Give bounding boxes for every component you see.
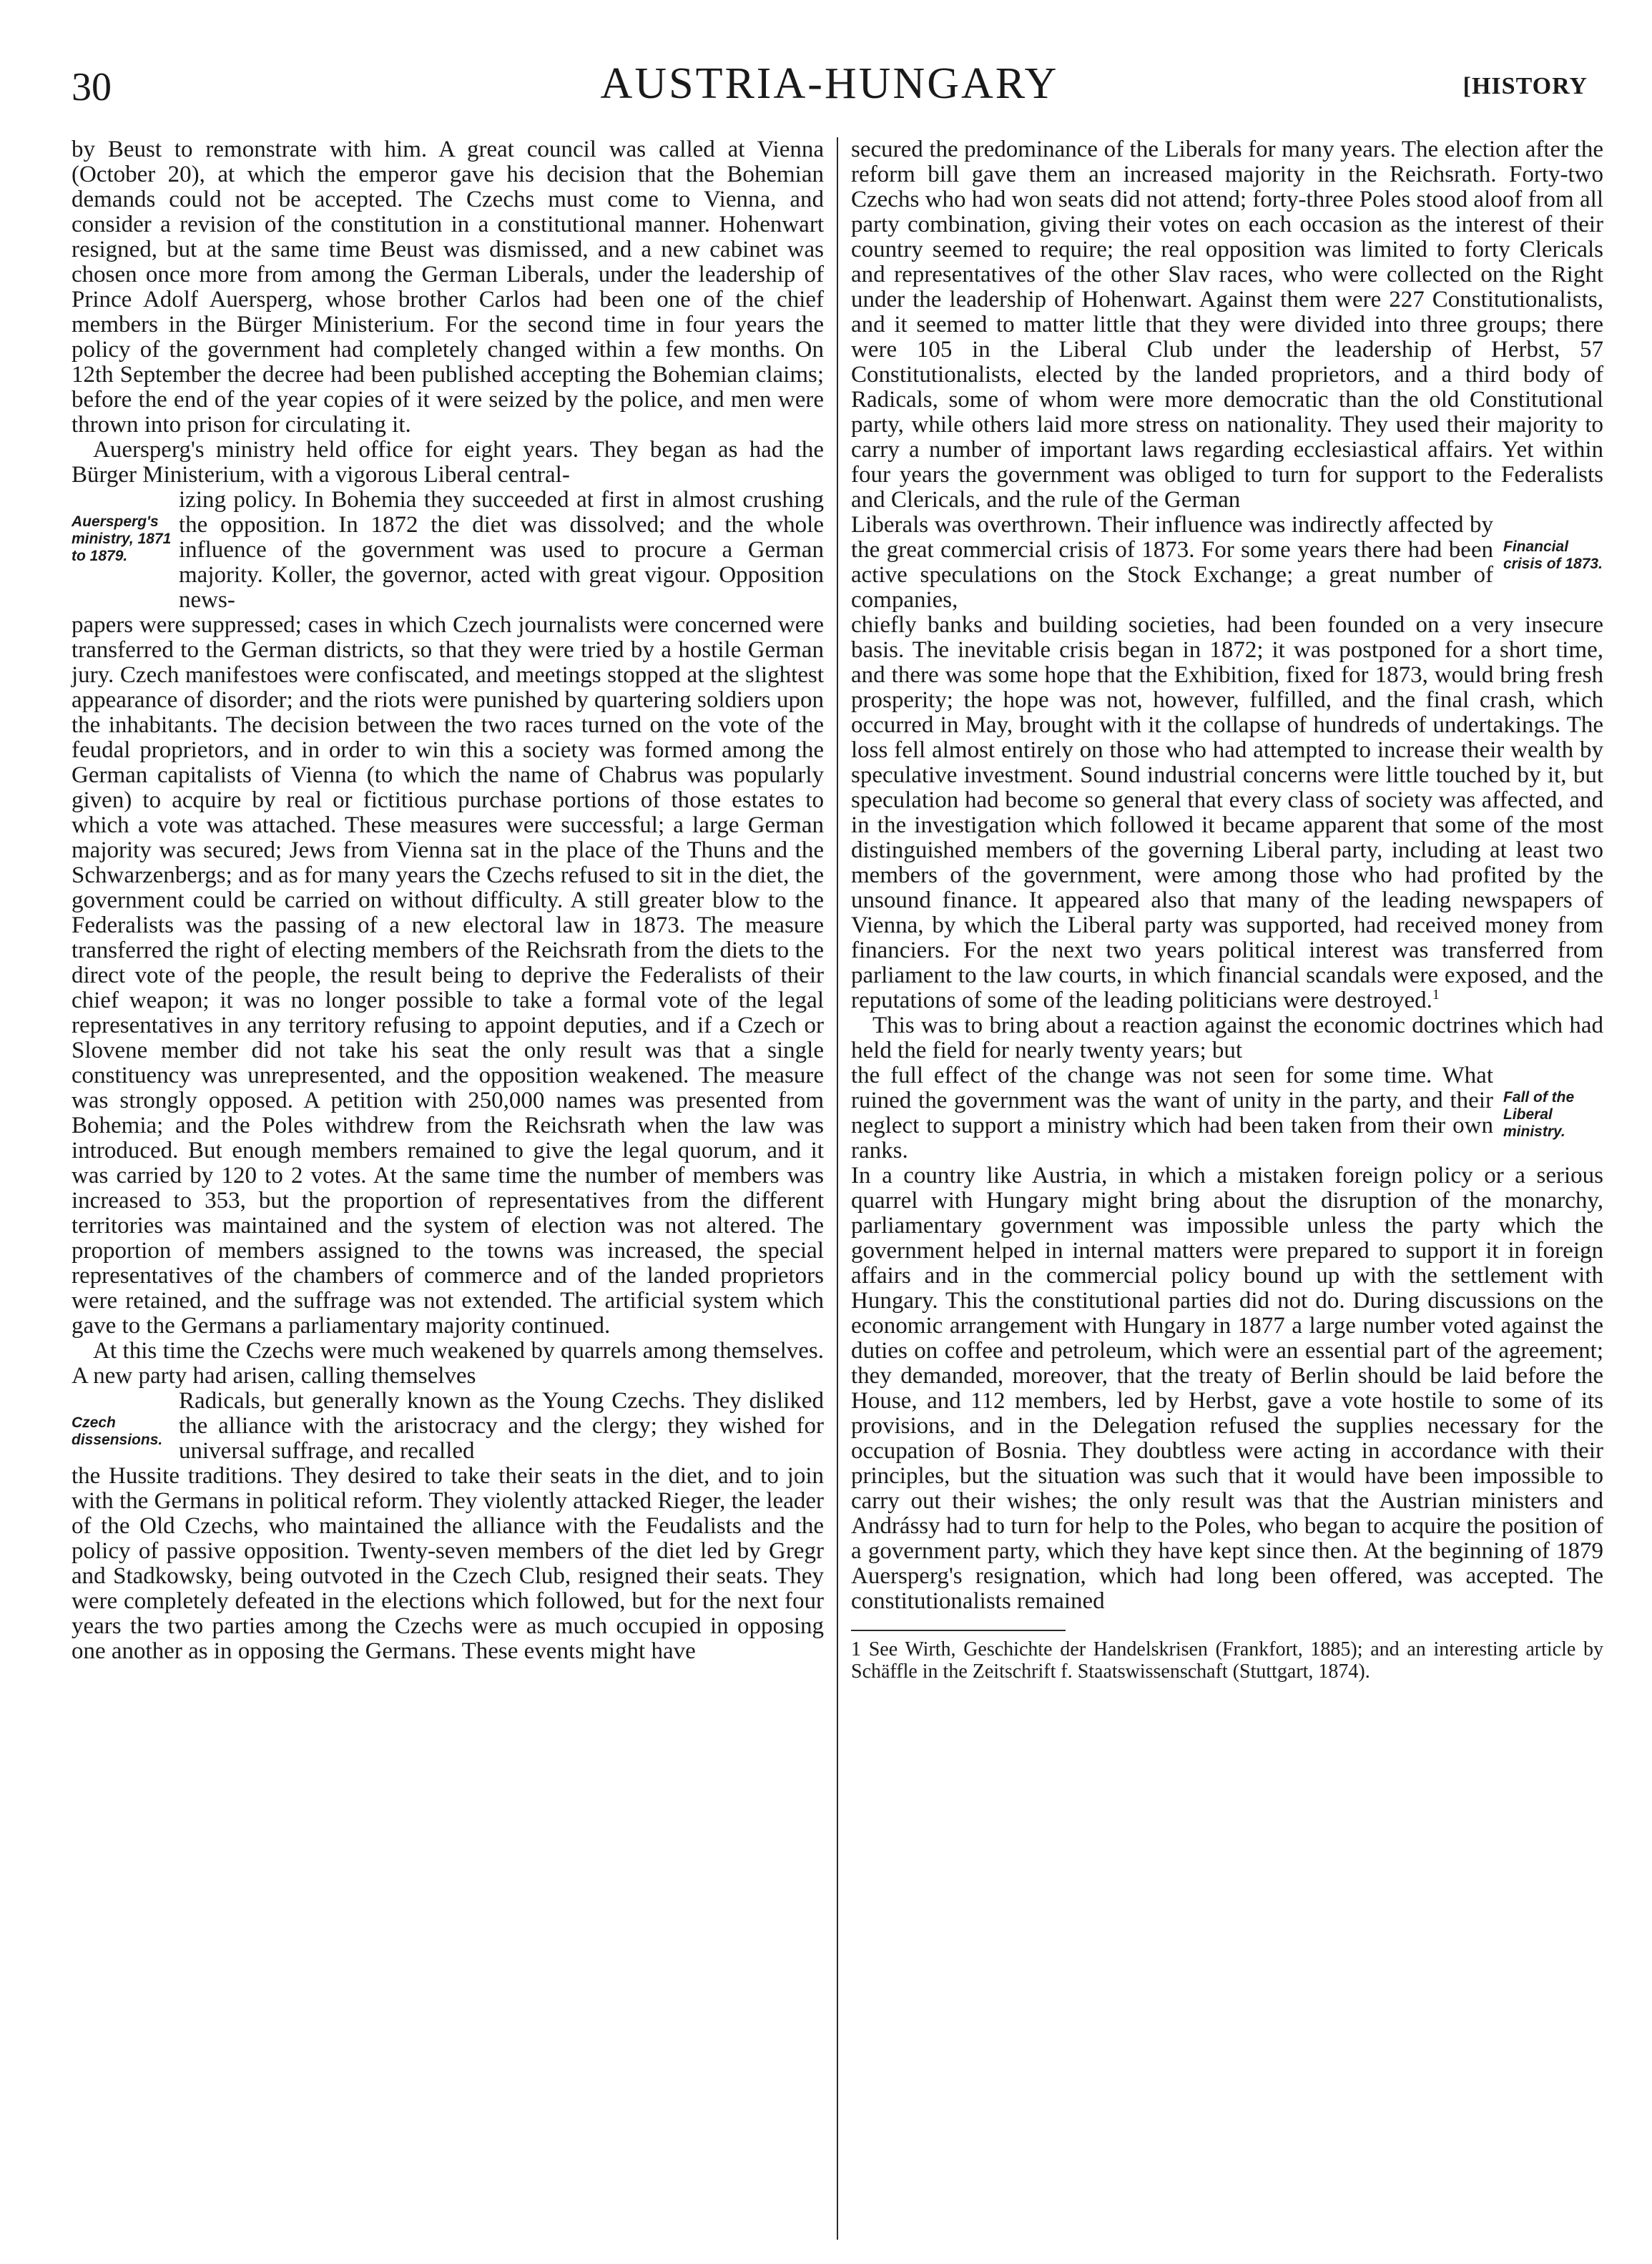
paragraph: by Beust to remonstrate with him. A great council was called at Vienna (October 20), at which the emperor gave his decision that the Bohemian demands could not be accepted. The Czechs must come to Vienna, and consider a revision of the constitution in a constitutional manner. Hohenwart resigned, but at the same time Beust was dismissed, and a new cabinet was chosen once more from among the German Liberals, under the leadership of Prince Adolf Auersperg, whose brother Carlos had been one of the chief members in the Bürger Ministerium. For the second time in four years the policy of the government had completely changed within a few months. On 12th September the decree had been published accepting the Bohemian claims; before the end of the year copies of it were seized by the police, and men were thrown into prison for circulating it. — [72, 137, 824, 438]
paragraph: papers were suppressed; cases in which Czech journalists were concerned were transferred to the German districts, so that they were tried by a hostile German jury. Czech manifestoes were confiscated, and meetings stopped at the slightest appearance of disorder; and the riots were punished by quartering soldiers upon the inhabitants. The decision between the two races turned on the vote of the feudal proprietors, and in order to win this a society was formed among the German capitalists of Vienna (to which the name of Chabrus was popularly given) to acquire by real or fictitious purchase portions of those estates to which a vote was attached. These measures were successful; a large German majority was secured; Jews from Vienna sat in the place of the Thuns and the Schwarzenbergs; and as for many years the Czechs refused to sit in the diet, the government could be carried on without difficulty. A still greater blow to the Federalists was the passing of a new electoral law in 1873. The measure transferred the right of electing members of the Reichsrath from the diets to the direct vote of the people, the result being to deprive the Federalists of their chief weapon; it was no longer possible to take a formal vote of the legal representatives in any territory refusing to appoint deputies, and if a Czech or Slovene member did not take his seat the only result was that a single constituency was unrepresented, and the opposition weakened. The measure was strongly opposed. A petition with 250,000 names was presented from Bohemia; and the Poles withdrew from the Reichsrath when the law was introduced. But enough members remained to give the legal quorum, and it was carried by 120 to 2 votes. At the same time the number of members was increased to 353, but the proportion of representatives from the different territories was maintained and the system of election was not altered. The proportion of members assigned to the towns was increased, the special representatives of the chambers of commerce and of the landed proprietors were retained, and the suffrage was not extended. The artificial system which gave to the Germans a parliamentary majority continued. — [72, 612, 824, 1339]
paragraph: Radicals, but generally known as the Young Czechs. They disliked the alliance with the aristocracy and the clergy; they wished for universal suffrage, and recalled — [179, 1388, 824, 1464]
right-column — [851, 137, 1603, 1683]
footnote: 1 See Wirth, Geschichte der Handelskrisen (Frankfort, 1885); and an interesting article by Schäffle in the Zeitschrift f. Staatswissenschaft (Stuttgart, 1874). — [851, 1638, 1603, 1683]
side-note-fall: Fall of the Liberal ministry. — [1503, 1089, 1575, 1140]
marginal-note-block — [72, 488, 824, 613]
footnote-marker: 1 — [1432, 987, 1440, 1003]
section-tag: [HISTORY — [1462, 73, 1588, 99]
side-note-czech: Czech dissensions. — [72, 1414, 163, 1448]
side-note-auersperg: Auersperg's ministry, 1871 to 1879. — [72, 513, 172, 564]
paragraph: At this time the Czechs were much weakened by quarrels among themselves. A new party had arisen, calling themselves — [72, 1338, 824, 1389]
paragraph: This was to bring about a reaction against the economic doctrines which had held the field for nearly twenty years; but — [851, 1013, 1603, 1063]
paragraph: Liberals was overthrown. Their influence was indirectly affected by the great commercial crisis of 1873. For some years there had been active speculations on the Stock Exchange; a great number of companies, — [851, 512, 1493, 613]
paragraph: the Hussite traditions. They desired to take their seats in the diet, and to join with the Germans in political reform. They violently attacked Rieger, the leader of the Old Czechs, who maintained the alliance with the Feudalists and the policy of passive opposition. Twenty-seven members of the diet led by Gregr and Stadkowsky, being outvoted in the Czech Club, resigned their seats. They were completely defeated in the elections which followed, but for the next four years the two parties among the Czechs were as much occupied in opposing one another as in opposing the Germans. These events might have — [72, 1463, 824, 1664]
marginal-note-block — [851, 513, 1603, 613]
paragraph: In a country like Austria, in which a mistaken foreign policy or a serious quarrel with Hungary might bring about the disruption of the monarchy, parliamentary government was impossible unless the party which the government helped in internal matters were prepared to support it in foreign affairs and in the commercial policy bound up with the settlement with Hungary. This the constitutional parties did not do. During discussions on the economic arrangement with Hungary in 1877 a large number voted against the duties on coffee and petroleum, which were an essential part of the agreement; they demanded, moreover, that the treaty of Berlin should be laid before the House, and 112 members, led by Herbst, gave a vote hostile to some of its provisions, and in the Delegation refused the supplies necessary for the occupation of Bosnia. They doubtless were acting in accordance with their principles, but the situation was such that it would have been impossible to carry out their wishes; the only result was that the Austrian ministers and Andrássy had to turn for help to the Poles, who began to acquire the position of a government party, which they have kept since then. At the beginning of 1879 Auersperg's resignation, which had long been offered, was accepted. The constitutionalists remained — [851, 1163, 1603, 1614]
paragraph: izing policy. In Bohemia they succeeded at first in almost crushing the opposition. In 1872 the diet was dissolved; and the whole influence of the government was used to procure a German majority. Koller, the governor, acted with great vigour. Opposition news- — [179, 487, 824, 613]
paragraph: secured the predominance of the Liberals for many years. The election after the reform bill gave them an increased majority in the Reichsrath. Forty-two Czechs who had won seats did not attend; forty-three Poles stood aloof from all party combination, giving their votes on each occasion as the interest of their country seemed to require; the real opposition was limited to forty Clericals and representatives of the other Slav races, who were collected on the Right under the leadership of Hohenwart. Against them were 227 Constitutionalists, and it seemed to matter little that they were divided into three groups; there were 105 in the Liberal Club under the leadership of Herbst, 57 Constitutionalists, elected by the landed proprietors, and a third body of Radicals, some of whom were more democratic than the old Constitutional party, while others laid more stress on nationality. They used their majority to carry a number of important laws regarding ecclesiastical affairs. Yet within four years the government was obliged to turn for support to the Federalists and Clericals, and the rule of the German — [851, 137, 1603, 513]
page-number: 30 — [72, 65, 112, 109]
running-title: AUSTRIA-HUNGARY — [600, 59, 1059, 108]
paragraph — [851, 613, 1603, 1013]
paragraph: the full effect of the change was not seen for some time. What ruined the government was the want of unity in the party, and their neglect to support a ministry which had been taken from their own ranks. — [851, 1063, 1493, 1163]
page-header — [72, 59, 1588, 129]
paragraph-text: chiefly banks and building societies, had been founded on a very insecure basis. The inevitable crisis began in 1872; it was postponed for a short time, and there was some hope that the Exhibition, fixed for 1873, would bring fresh prosperity; the hope was not, however, fulfilled, and the final crash, which occurred in May, brought with it the collapse of hundreds of undertakings. The loss fell almost entirely on those who had attempted to increase their wealth by speculative investment. Sound industrial concerns were little touched by it, but speculation had become so general that every class of society was affected, and in the investigation which followed it became apparent that some of the most distinguished members of the governing Liberal party, including at least two members of the government, were among those who had profited by the unsound finance. It appeared also that many of the leading newspapers of Vienna, by which the Liberal party was supported, had received money from financiers. For the next two years political interest was transferred from parliament to the law courts, in which financial scandals were exposed, and the reputations of some of the leading politicians were destroyed. — [851, 612, 1603, 1013]
marginal-note-block — [72, 1389, 824, 1464]
footnote-rule — [851, 1630, 1066, 1631]
column-divider — [837, 137, 838, 2240]
left-column — [72, 137, 824, 1664]
paragraph: Auersperg's ministry held office for eight years. They began as had the Bürger Ministerium, with a vigorous Liberal central- — [72, 437, 824, 488]
marginal-note-block — [851, 1063, 1603, 1163]
side-note-financial: Financial crisis of 1873. — [1503, 538, 1603, 572]
